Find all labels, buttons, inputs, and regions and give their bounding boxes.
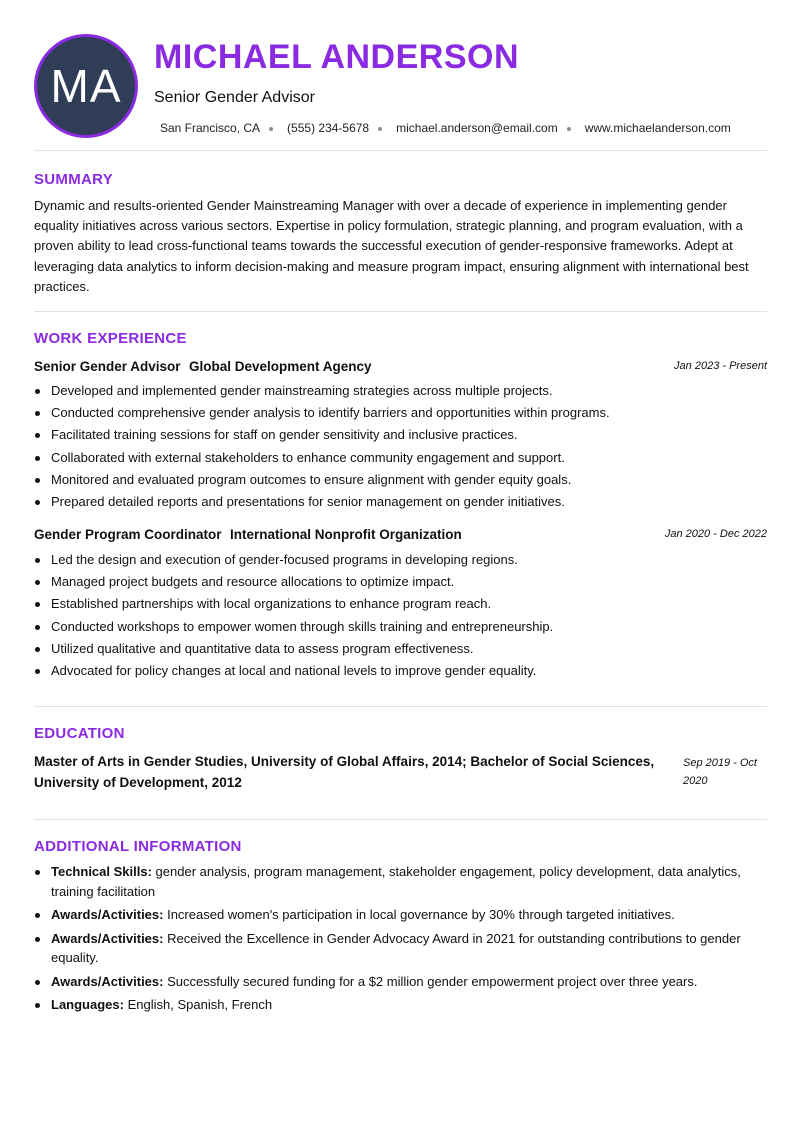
list-item [51,929,767,968]
divider [34,150,767,151]
item-text: Received the Excellence in Gender Advocacy Award in 2021 for outstanding contributions to gender equality. [51,930,741,965]
avatar-initials: MA [50,60,122,112]
list-item: Monitored and evaluated program outcomes to ensure alignment with gender equity goals. [51,471,610,493]
divider [34,706,767,707]
list-item: Conducted comprehensive gender analysis to identify barriers and opportunities within programs. [51,404,610,426]
summary-heading: SUMMARY [34,171,114,188]
candidate-title: Senior Gender Advisor [154,89,315,106]
item-text: English, Spanish, French [127,997,273,1012]
list-item: Facilitated training sessions for staff on gender sensitivity and inclusive practices. [51,426,610,448]
education-text: Master of Arts in Gender Studies, University of Global Affairs, 2014; Bachelor of Social Sciences, University of Development, 2012 [34,754,655,790]
list-item: Prepared detailed reports and presentations for senior management on gender initiatives. [51,493,610,515]
divider [34,819,767,820]
item-text: Increased women's participation in local governance by 30% through targeted initiatives. [167,907,675,922]
job-dates: Jan 2023 - Present [674,360,767,372]
item-label: Awards/Activities: [51,930,164,946]
item-label: Languages: [51,997,124,1012]
contact-phone: (555) 234-5678 [287,121,370,135]
job-organization: Global Development Agency [189,359,372,374]
additional-heading: ADDITIONAL INFORMATION [34,838,242,855]
list-item: Conducted workshops to empower women through skills training and entrepreneurship. [51,618,553,640]
experience-heading: WORK EXPERIENCE [34,330,187,347]
list-item [51,862,767,901]
item-label: Technical Skills: [51,864,152,879]
list-item: Developed and implemented gender mainstreaming strategies across multiple projects. [51,382,610,404]
contact-location: San Francisco, CA [160,121,261,135]
job-role: Gender Program Coordinator [34,527,222,542]
separator-dot-icon [378,127,382,131]
divider [34,311,767,312]
job-header [34,526,767,544]
list-item: Collaborated with external stakeholders to enhance community engagement and support. [51,449,610,471]
list-item: Advocated for policy changes at local and national levels to improve gender equality. [51,662,553,684]
list-item [51,972,767,992]
job-dates: Jan 2020 - Dec 2022 [664,528,767,540]
contact-email[interactable]: michael.anderson@email.com [396,121,558,135]
candidate-name: MICHAEL ANDERSON [154,38,520,76]
education-dates: Sep 2019 - Oct 2020 [683,757,757,787]
item-label: Awards/Activities: [51,973,164,989]
list-item: Utilized qualitative and quantitative data to assess program effectiveness. [51,640,553,662]
list-item: Managed project budgets and resource allocations to optimize impact. [51,573,553,595]
list-item [51,905,767,925]
job-role: Senior Gender Advisor [34,359,181,374]
contact-website[interactable]: www.michaelanderson.com [584,121,731,135]
separator-dot-icon [269,127,273,131]
separator-dot-icon [567,127,571,131]
job-header [34,358,767,376]
list-item: Established partnerships with local organizations to enhance program reach. [51,595,553,617]
additional-list [51,862,767,1019]
job-organization: International Nonprofit Organization [229,527,462,542]
resume-header [34,34,767,138]
summary-text: Dynamic and results-oriented Gender Mainstreaming Manager with over a decade of experience in implementing gender equality initiatives across various sectors. Expertise in policy formulation, strategic planning, and program evaluation, with a proven ability to lead cross-functional teams towards the successful execution of gender-responsive frameworks. Adept at leveraging data analytics to inform decision-making and measure program impact, ensuring alignment with international best practices. [34,198,749,294]
item-text: gender analysis, program management, stakeholder engagement, policy development, data analytics, training facilitation [51,864,741,899]
list-item [51,995,767,1015]
avatar [34,34,138,138]
job-bullets [51,551,553,684]
list-item: Led the design and execution of gender-focused programs in developing regions. [51,551,553,573]
job-bullets [51,382,610,515]
item-text: Successfully secured funding for a $2 million gender empowerment project over three years. [167,973,698,989]
contact-info [160,121,731,135]
item-label: Awards/Activities: [51,907,164,922]
education-heading: EDUCATION [34,725,125,742]
